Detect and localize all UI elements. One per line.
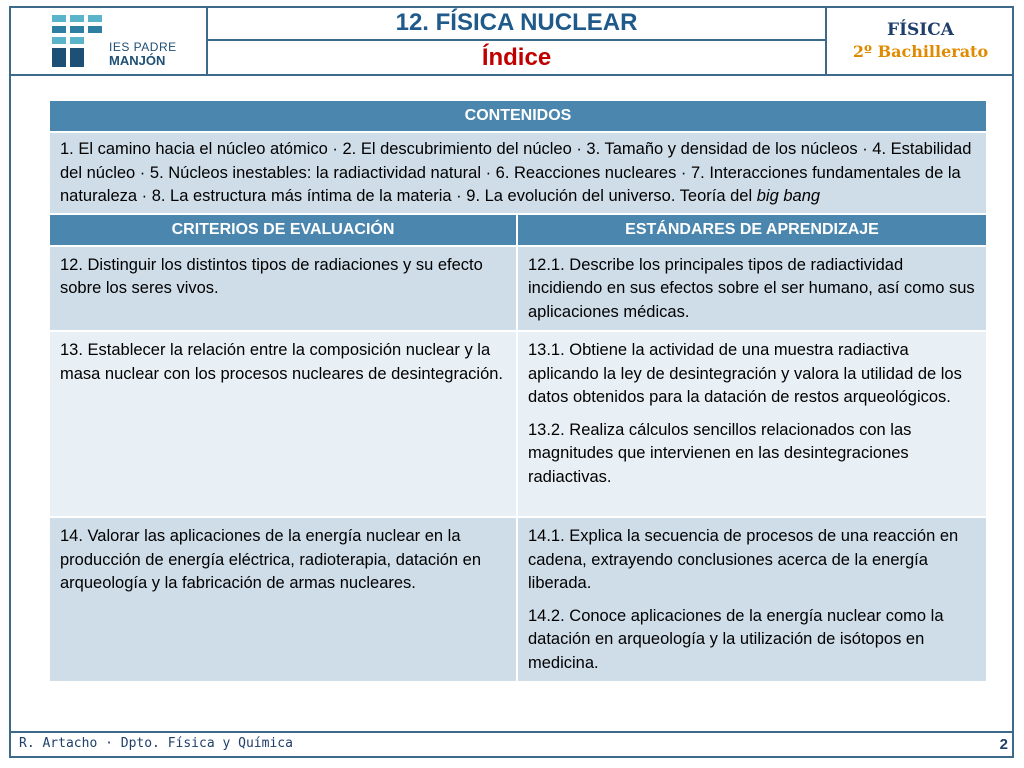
logo-mark-icon: [52, 15, 102, 67]
criterion-cell: 12. Distinguir los distintos tipos de radiaciones y su efecto sobre los seres vivos.: [49, 246, 517, 332]
standard-item: 14.2. Conoce aplicaciones de la energía nuclear como la datación en arqueología y la utilización de isótopos en medicina.: [528, 606, 944, 672]
table-row: [49, 331, 987, 517]
standard-item: 12.1. Describe los principales tipos de radiactividad incidiendo en sus efectos sobre el ser humano, así como sus aplicaciones médicas.: [528, 255, 975, 321]
course-subject: FÍSICA: [887, 20, 954, 40]
table-row: [49, 246, 987, 332]
logo-text-line1: IES PADRE: [109, 40, 177, 54]
slide-header: [9, 6, 1014, 76]
contents-list: 1. El camino hacia el núcleo atómico · 2. El descubrimiento del núcleo · 3. Tamaño y densidad de los núcleos · 4. Estabilidad del núcleo · 5. Núcleos inestables: la radiactividad natural · 6. Reacciones nucleares · 7. Interacciones fundamentales de la naturaleza · 8. La estructura más íntima de la materia · 9. La evolución del universo. Teoría del: [60, 140, 972, 205]
standards-cell: [517, 331, 987, 517]
contents-text: [49, 132, 987, 214]
logo-text-line2: MANJÓN: [109, 53, 166, 68]
criterion-cell: 13. Establecer la relación entre la composición nuclear y la masa nuclear con los procesos nucleares de desintegración.: [49, 331, 517, 517]
school-logo: [9, 6, 208, 76]
title-cell: [208, 6, 825, 41]
course-level: 2º Bachillerato: [852, 42, 989, 61]
contents-italic: big bang: [756, 187, 821, 205]
standards-header: ESTÁNDARES DE APRENDIZAJE: [517, 214, 987, 246]
standard-item: 13.2. Realiza cálculos sencillos relacionados con las magnitudes que intervienen en las desintegraciones radiactivas.: [528, 420, 912, 486]
page-number: 2: [999, 736, 1008, 753]
standard-item: 14.1. Explica la secuencia de procesos de una reacción en cadena, extrayendo conclusiones acerca de la energía liberada.: [528, 527, 959, 592]
criteria-header: CRITERIOS DE EVALUACIÓN: [49, 214, 517, 246]
subtitle-cell: [208, 41, 825, 76]
index-table: [48, 99, 988, 683]
page-title: 12. FÍSICA NUCLEAR: [395, 8, 638, 36]
standards-cell: [517, 246, 987, 332]
footer-author: R. Artacho · Dpto. Física y Química: [19, 736, 293, 751]
page-subtitle: Índice: [481, 43, 552, 71]
footer-divider: [9, 731, 1014, 733]
criterion-cell: 14. Valorar las aplicaciones de la energía nuclear en la producción de energía eléctrica, radioterapia, datación en arqueología y la fabricación de armas nucleares.: [49, 517, 517, 682]
standards-cell: [517, 517, 987, 682]
contents-heading: CONTENIDOS: [49, 100, 987, 132]
table-row: [49, 517, 987, 682]
standard-item: 13.1. Obtiene la actividad de una muestra radiactiva aplicando la ley de desintegración y valora la utilidad de los datos obtenidos para la datación de restos arqueológicos.: [528, 341, 962, 406]
course-info: [825, 6, 1014, 76]
